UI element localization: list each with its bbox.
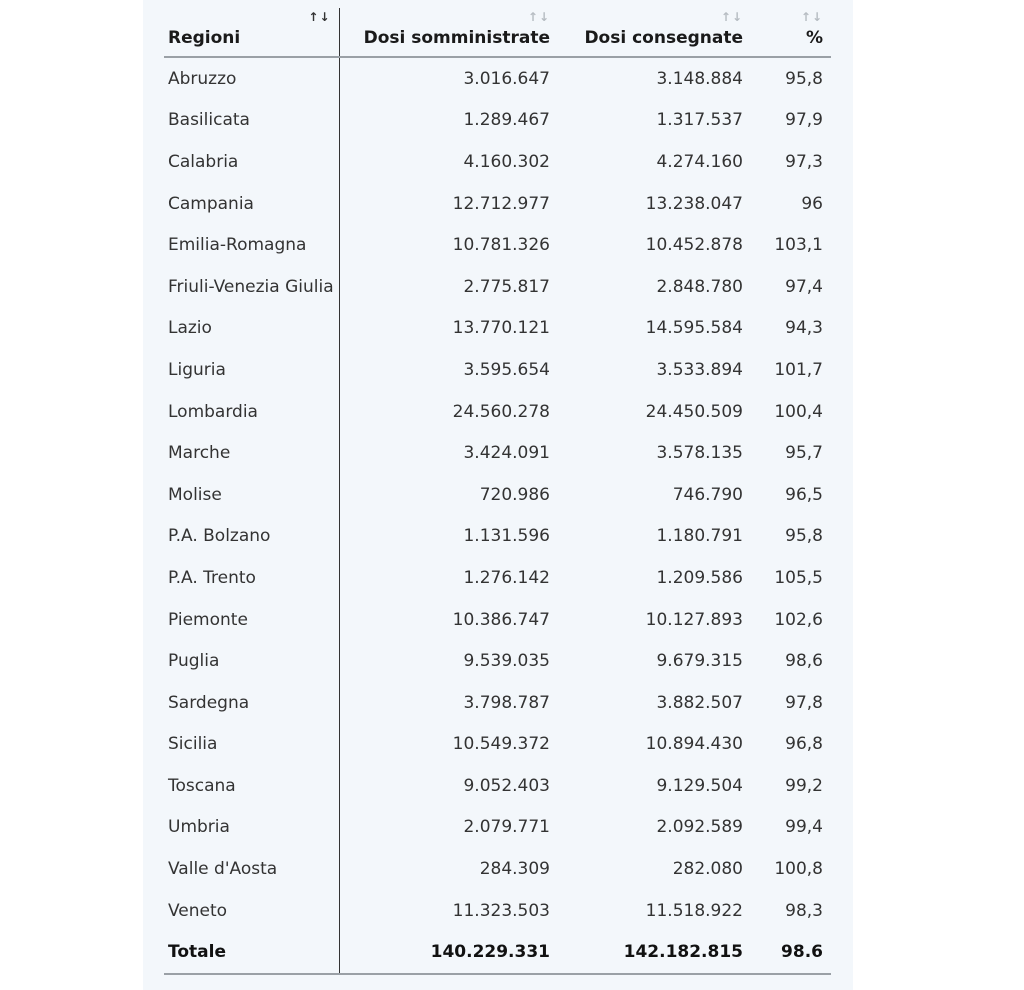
cell-percent: 95,8 [785, 68, 823, 89]
cell-dosi-somministrate: 24.560.278 [452, 401, 550, 422]
cell-percent: 96 [801, 193, 823, 214]
cell-percent: 94,3 [785, 318, 823, 339]
cell-dosi-consegnate: 10.452.878 [645, 235, 743, 256]
table-row [164, 640, 831, 682]
cell-regione: Liguria [164, 349, 339, 391]
cell-regione: Sicilia [164, 724, 339, 766]
cell-percent: 98,6 [785, 651, 823, 672]
cell-percent: 98.6 [751, 931, 831, 974]
cell-dosi-consegnate: 142.182.815 [558, 931, 751, 974]
cell-regione: Friuli-Venezia Giulia [164, 266, 339, 308]
sort-arrows-icon[interactable]: ↑↓ [800, 10, 823, 24]
cell-dosi-somministrate: 13.770.121 [452, 318, 550, 339]
cell-dosi-consegnate: 9.129.504 [656, 775, 743, 796]
cell-dosi-consegnate: 10.894.430 [645, 734, 743, 755]
cell-dosi-consegnate: 2.092.589 [656, 817, 743, 838]
cell-dosi-somministrate: 11.323.503 [452, 900, 550, 921]
cell-percent: 95,8 [785, 526, 823, 547]
table-row [164, 266, 831, 308]
sort-arrows-icon[interactable]: ↑↓ [308, 10, 331, 24]
cell-dosi-somministrate: 720.986 [479, 484, 550, 505]
cell-dosi-somministrate: 10.781.326 [452, 235, 550, 256]
cell-dosi-somministrate: 140.229.331 [339, 931, 558, 974]
column-header-label: % [805, 28, 823, 48]
column-header-dosi-consegnate[interactable] [558, 8, 751, 57]
vaccine-doses-table [164, 8, 831, 975]
table-row [164, 391, 831, 433]
cell-dosi-somministrate: 3.595.654 [463, 359, 550, 380]
cell-regione: Puglia [164, 640, 339, 682]
table-row [164, 765, 831, 807]
cell-dosi-consegnate: 746.790 [672, 484, 743, 505]
table-row [164, 141, 831, 183]
cell-percent: 105,5 [774, 567, 823, 588]
cell-regione: Emilia-Romagna [164, 224, 339, 266]
cell-percent: 99,4 [785, 817, 823, 838]
cell-dosi-consegnate: 3.148.884 [656, 68, 743, 89]
cell-percent: 97,3 [785, 151, 823, 172]
cell-dosi-consegnate: 4.274.160 [656, 151, 743, 172]
cell-dosi-consegnate: 13.238.047 [645, 193, 743, 214]
table-row [164, 308, 831, 350]
cell-dosi-somministrate: 10.386.747 [452, 609, 550, 630]
cell-percent: 100,8 [774, 859, 823, 880]
cell-regione: Umbria [164, 807, 339, 849]
table-row [164, 100, 831, 142]
cell-dosi-somministrate: 10.549.372 [452, 734, 550, 755]
table-row [164, 724, 831, 766]
cell-regione: Calabria [164, 141, 339, 183]
cell-percent: 103,1 [774, 235, 823, 256]
cell-dosi-consegnate: 9.679.315 [656, 651, 743, 672]
table-row [164, 599, 831, 641]
cell-dosi-somministrate: 3.798.787 [463, 692, 550, 713]
cell-percent: 99,2 [785, 775, 823, 796]
cell-percent: 98,3 [785, 900, 823, 921]
column-header-dosi-somministrate[interactable] [339, 8, 558, 57]
sort-arrows-icon[interactable]: ↑↓ [720, 10, 743, 24]
cell-dosi-consegnate: 14.595.584 [645, 318, 743, 339]
table-row [164, 890, 831, 932]
cell-dosi-consegnate: 1.180.791 [656, 526, 743, 547]
cell-regione: Lazio [164, 308, 339, 350]
cell-regione: Piemonte [164, 599, 339, 641]
header-row [164, 8, 831, 57]
column-header-label: Dosi somministrate [363, 28, 550, 48]
cell-regione: Sardegna [164, 682, 339, 724]
sort-arrows-icon[interactable]: ↑↓ [527, 10, 550, 24]
cell-dosi-consegnate: 10.127.893 [645, 609, 743, 630]
cell-regione: P.A. Bolzano [164, 516, 339, 558]
cell-dosi-somministrate: 4.160.302 [463, 151, 550, 172]
cell-dosi-somministrate: 9.052.403 [463, 775, 550, 796]
column-header-label: Regioni [168, 28, 241, 48]
cell-dosi-somministrate: 1.289.467 [463, 110, 550, 131]
cell-regione: Valle d'Aosta [164, 848, 339, 890]
cell-percent: 101,7 [774, 359, 823, 380]
cell-percent: 97,8 [785, 692, 823, 713]
cell-dosi-somministrate: 1.131.596 [463, 526, 550, 547]
cell-regione: Molise [164, 474, 339, 516]
cell-regione: Campania [164, 183, 339, 225]
cell-dosi-consegnate: 3.578.135 [656, 443, 743, 464]
cell-dosi-somministrate: 12.712.977 [452, 193, 550, 214]
cell-regione: Totale [164, 931, 339, 974]
cell-percent: 97,9 [785, 110, 823, 131]
cell-percent: 97,4 [785, 276, 823, 297]
cell-percent: 96,8 [785, 734, 823, 755]
cell-dosi-consegnate: 1.317.537 [656, 110, 743, 131]
cell-regione: P.A. Trento [164, 557, 339, 599]
cell-dosi-consegnate: 282.080 [672, 859, 743, 880]
table-row [164, 557, 831, 599]
table-row [164, 807, 831, 849]
cell-dosi-somministrate: 1.276.142 [463, 567, 550, 588]
cell-dosi-somministrate: 3.016.647 [463, 68, 550, 89]
cell-dosi-consegnate: 2.848.780 [656, 276, 743, 297]
table-row [164, 474, 831, 516]
cell-percent: 100,4 [774, 401, 823, 422]
cell-regione: Abruzzo [164, 57, 339, 100]
cell-regione: Marche [164, 432, 339, 474]
cell-dosi-consegnate: 11.518.922 [645, 900, 743, 921]
table-body [164, 57, 831, 974]
cell-dosi-consegnate: 3.882.507 [656, 692, 743, 713]
cell-dosi-consegnate: 24.450.509 [645, 401, 743, 422]
table-row [164, 57, 831, 100]
column-header-regioni[interactable] [164, 8, 339, 57]
cell-percent: 96,5 [785, 484, 823, 505]
cell-percent: 95,7 [785, 443, 823, 464]
column-header-percent[interactable] [751, 8, 831, 57]
cell-dosi-somministrate: 2.775.817 [463, 276, 550, 297]
cell-dosi-consegnate: 1.209.586 [656, 567, 743, 588]
table-row [164, 848, 831, 890]
cell-regione: Lombardia [164, 391, 339, 433]
cell-regione: Basilicata [164, 100, 339, 142]
cell-dosi-somministrate: 9.539.035 [463, 651, 550, 672]
cell-dosi-somministrate: 2.079.771 [463, 817, 550, 838]
table-row [164, 682, 831, 724]
total-row [164, 931, 831, 974]
cell-regione: Toscana [164, 765, 339, 807]
cell-dosi-somministrate: 3.424.091 [463, 443, 550, 464]
table-row [164, 516, 831, 558]
table-row [164, 183, 831, 225]
cell-dosi-somministrate: 284.309 [479, 859, 550, 880]
cell-percent: 102,6 [774, 609, 823, 630]
cell-regione: Veneto [164, 890, 339, 932]
cell-dosi-consegnate: 3.533.894 [656, 359, 743, 380]
table-row [164, 349, 831, 391]
table-row [164, 224, 831, 266]
column-header-label: Dosi consegnate [584, 28, 743, 48]
table-row [164, 432, 831, 474]
